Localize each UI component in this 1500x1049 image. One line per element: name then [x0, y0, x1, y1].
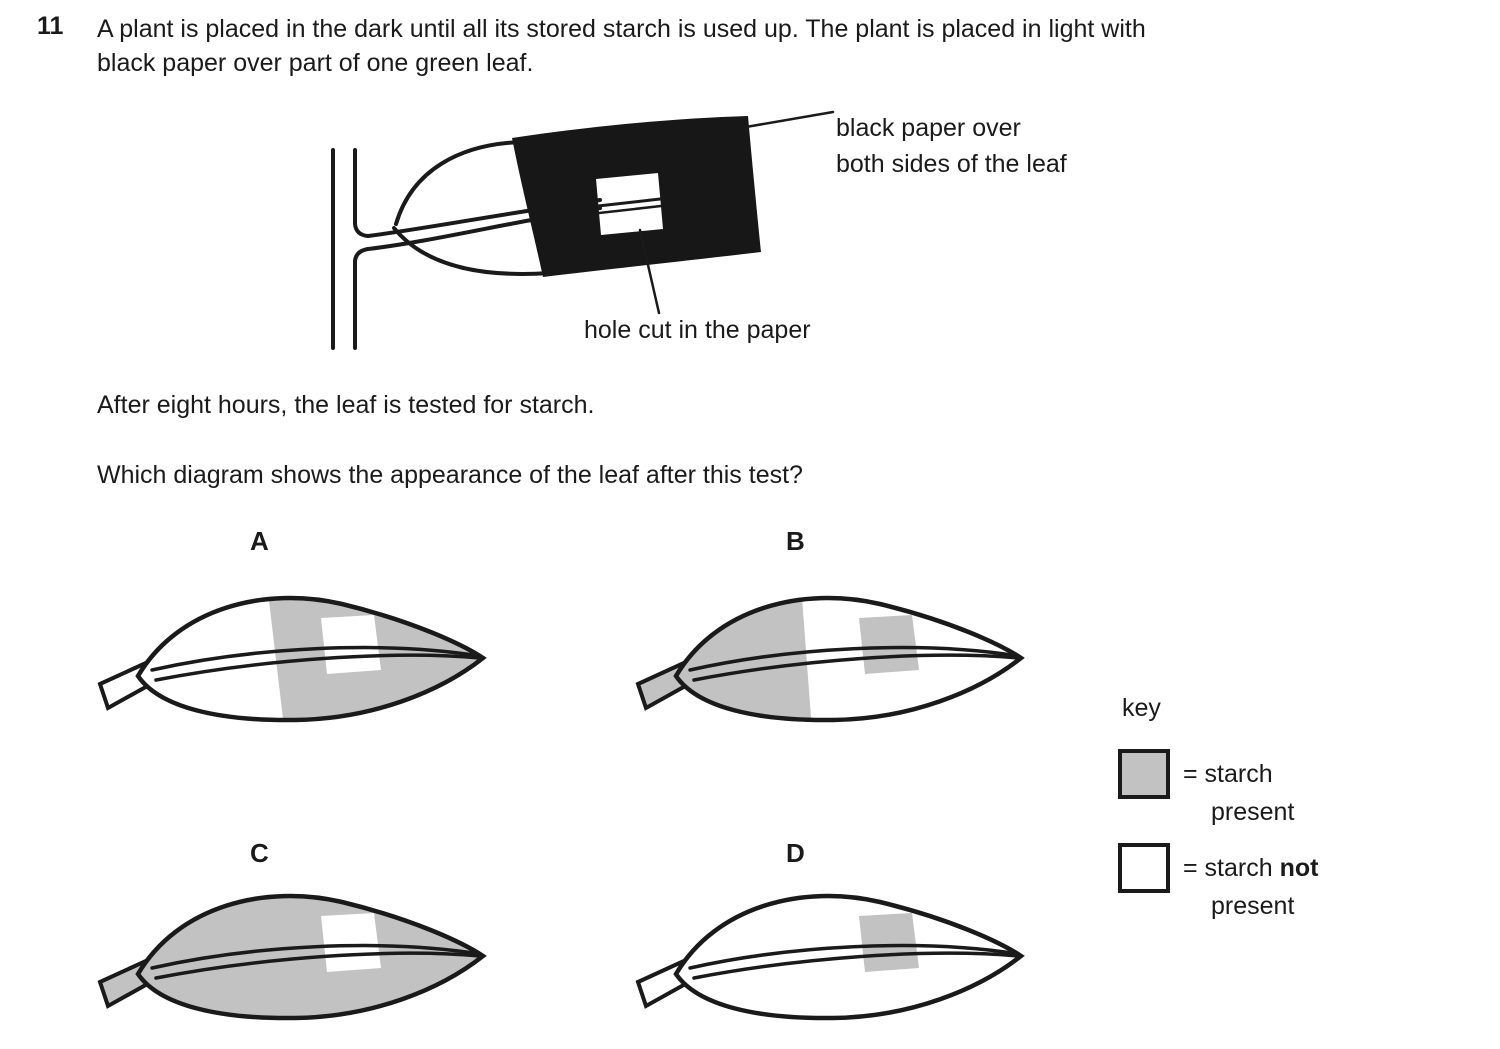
hole-label: hole cut in the paper [584, 316, 811, 344]
window-patch [321, 615, 381, 674]
paper-label-line1: black paper over [836, 114, 1021, 142]
option-A-leaf [90, 584, 490, 744]
leaf-upper-edge [396, 142, 522, 224]
key-swatch-starch-present [1118, 749, 1170, 799]
key-entry2-line1: = starch not [1183, 854, 1319, 882]
after-hours-text: After eight hours, the leaf is tested for starch. [97, 391, 595, 419]
question-text [97, 12, 1146, 80]
window-patch [859, 913, 919, 972]
key-entry2-line2: present [1211, 892, 1295, 920]
option-C-diagram [90, 882, 490, 1042]
option-C-label: C [250, 838, 269, 868]
midrib-through-hole-1 [598, 199, 660, 206]
stem-right-upper [355, 150, 368, 236]
window-patch [321, 913, 381, 972]
option-A-diagram [90, 584, 490, 744]
paper-label [836, 110, 1067, 182]
key-entry1-line1: = starch [1183, 760, 1273, 788]
question-prompt: Which diagram shows the appearance of the leaf after this test? [97, 461, 803, 489]
black-paper [512, 116, 761, 277]
option-D-diagram [628, 882, 1028, 1042]
stem-right-lower [355, 249, 368, 348]
key-title: key [1122, 694, 1161, 722]
key-entry1-line2: present [1211, 798, 1295, 826]
key-swatch-starch-absent [1118, 843, 1170, 893]
question-text-line1: A plant is placed in the dark until all its stored starch is used up. The plant is placed in light with [97, 15, 1146, 43]
option-C-leaf [90, 882, 490, 1042]
option-B-leaf [628, 584, 1028, 744]
paper-pointer-line [746, 112, 833, 127]
option-B-diagram [628, 584, 1028, 744]
leaf-lower-edge [394, 228, 550, 274]
window-patch [859, 615, 919, 674]
option-D-leaf [628, 882, 1028, 1042]
question-number: 11 [37, 12, 64, 40]
question-text-line2: black paper over part of one green leaf. [97, 49, 534, 77]
option-D-label: D [786, 838, 805, 868]
option-A-label: A [250, 526, 269, 556]
option-B-label: B [786, 526, 805, 556]
midrib-through-hole-2 [599, 206, 661, 213]
paper-label-line2: both sides of the leaf [836, 150, 1067, 178]
